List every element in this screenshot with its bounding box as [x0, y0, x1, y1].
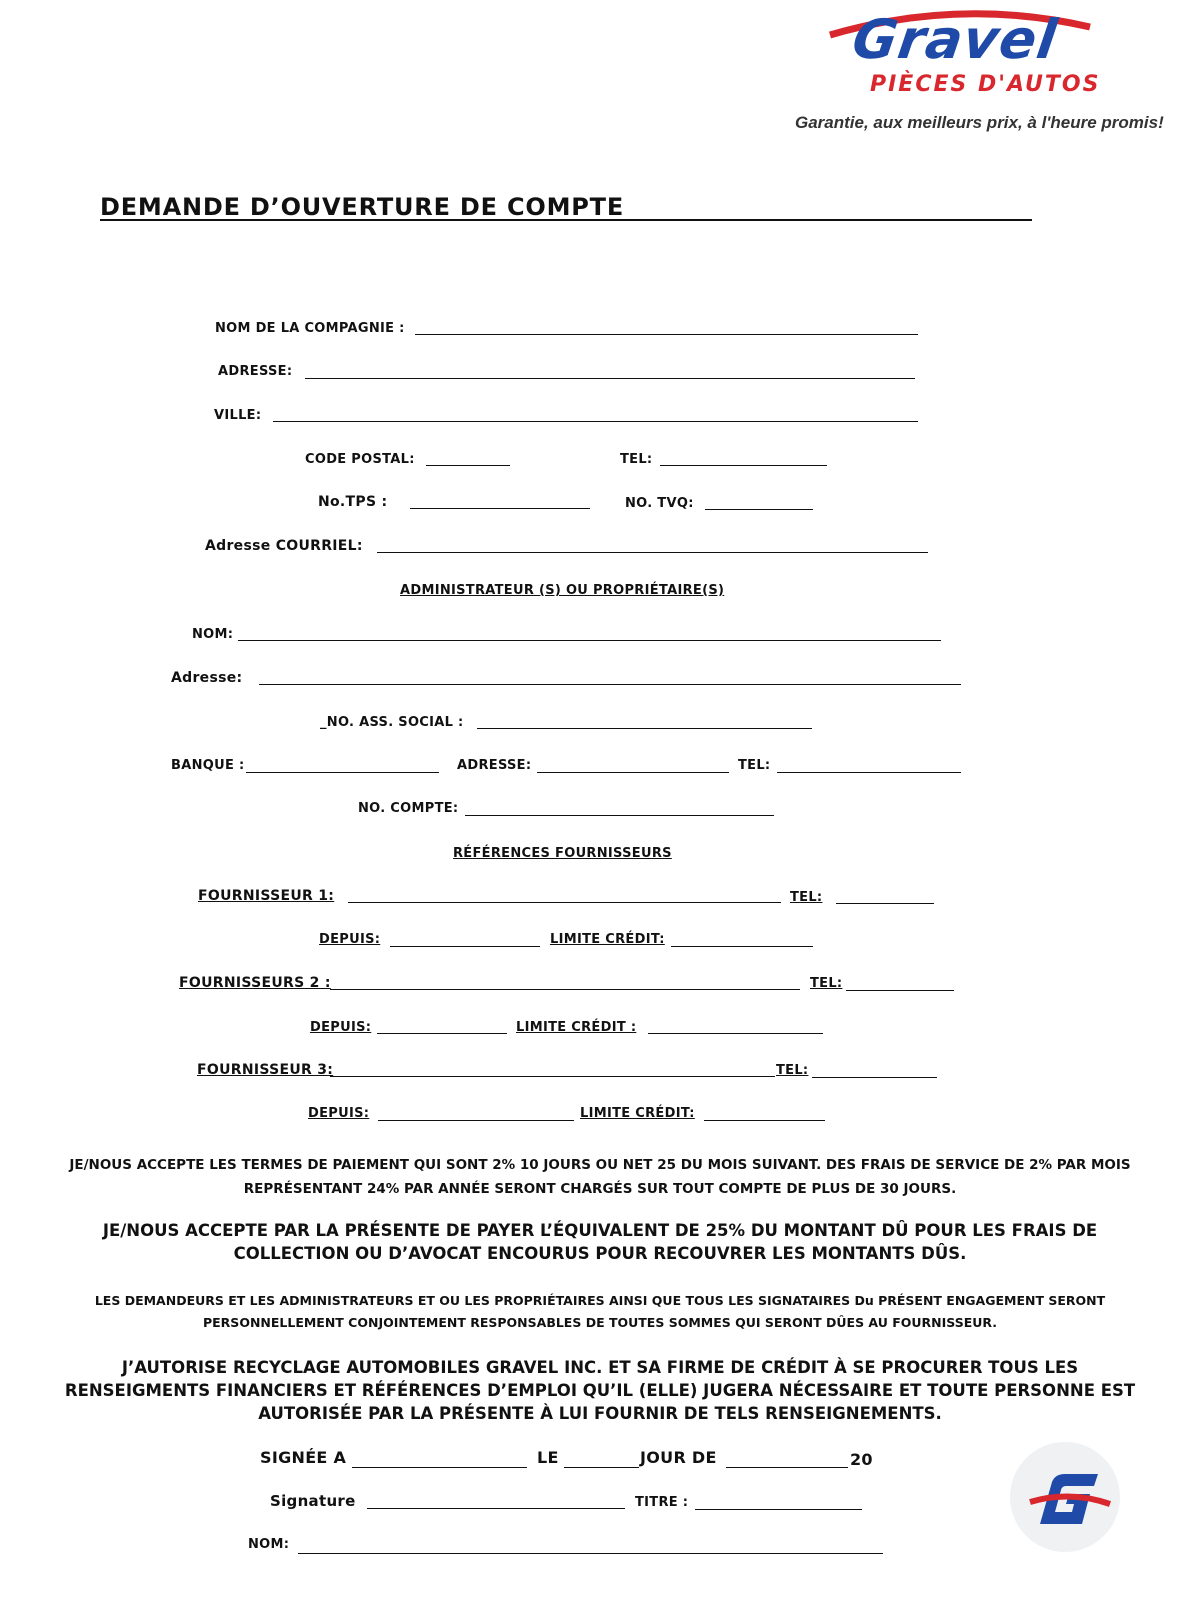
supplier-2-field[interactable] [330, 989, 800, 990]
company-address-field[interactable] [305, 378, 915, 379]
bank-label: BANQUE : [171, 758, 245, 773]
supplier-2-since-label: DEPUIS: [310, 1020, 372, 1035]
title-underline [100, 219, 1032, 221]
tvq-field[interactable] [705, 509, 813, 510]
day-field[interactable] [564, 1467, 639, 1468]
supplier-3-label: FOURNISSEUR 3: [197, 1062, 334, 1078]
authorization-line-3: AUTORISÉE PAR LA PRÉSENTE À LUI FOURNIR DE TELS RENSEIGNEMENTS. [258, 1404, 942, 1423]
company-tel-label: TEL: [620, 452, 653, 467]
liability-paragraph [0, 1290, 1200, 1334]
supplier-1-since-label: DEPUIS: [319, 932, 381, 947]
tvq-label: NO. TVQ: [625, 496, 694, 511]
supplier-1-limit-field[interactable] [671, 946, 813, 947]
liability-line-2: PERSONNELLEMENT CONJOINTEMENT RESPONSABLES DE TOUTES SOMMES QUI SERONT DÛES AU FOURNISSEUR. [202, 1315, 998, 1330]
bank-address-label: ADRESSE: [457, 758, 532, 773]
supplier-3-tel-label: TEL: [776, 1063, 809, 1078]
admin-address-field[interactable] [259, 684, 961, 685]
account-number-label: NO. COMPTE: [358, 801, 459, 816]
signer-name-label: NOM: [248, 1537, 290, 1552]
supplier-1-since-field[interactable] [390, 946, 540, 947]
supplier-1-limit-label: LIMITE CRÉDIT: [550, 932, 665, 947]
logo-wordmark: Gravel [848, 8, 1062, 71]
authorization-line-2: RENSEIGMENTS FINANCIERS ET RÉFÉRENCES D’EMPLOI QU’IL (ELLE) JUGERA NÉCESSAIRE ET TOUTE PERSONNE EST [64, 1381, 1136, 1400]
logo-subtitle: PIÈCES D'AUTOS [870, 72, 1101, 97]
city-label: VILLE: [214, 408, 262, 423]
email-label: Adresse COURRIEL: [205, 538, 363, 554]
admin-name-field[interactable] [238, 640, 941, 641]
supplier-3-since-label: DEPUIS: [308, 1106, 370, 1121]
day-of-label: JOUR DE [640, 1448, 717, 1467]
signature-label: Signature [270, 1492, 356, 1510]
supplier-2-tel-label: TEL: [810, 976, 843, 991]
g-logo-icon [1010, 1442, 1120, 1552]
collection-fees-paragraph [0, 1219, 1200, 1265]
account-number-field[interactable] [465, 815, 774, 816]
logo-tagline: Garantie, aux meilleurs prix, à l'heure promis! [795, 113, 1164, 132]
bank-tel-field[interactable] [777, 772, 961, 773]
admin-name-label: NOM: [192, 627, 234, 642]
page-title: DEMANDE D’OUVERTURE DE COMPTE [100, 193, 625, 221]
bank-address-field[interactable] [537, 772, 729, 773]
liability-line-1: LES DEMANDEURS ET LES ADMINISTRATEURS ET OU LES PROPRIÉTAIRES AINSI QUE TOUS LES SIGNATAIRES Du PRÉSENT ENGAGEMENT SERONT [94, 1293, 1106, 1308]
collection-fees-line-2: COLLECTION OU D’AVOCAT ENCOURUS POUR RECOUVRER LES MONTANTS DÛS. [233, 1244, 967, 1263]
authorization-line-1: J’AUTORISE RECYCLAGE AUTOMOBILES GRAVEL INC. ET SA FIRME DE CRÉDIT À SE PROCURER TOUS LES [121, 1358, 1079, 1377]
signed-at-label: SIGNÉE A [260, 1448, 347, 1467]
supplier-2-since-field[interactable] [377, 1033, 507, 1034]
signature-field[interactable] [367, 1508, 625, 1509]
bank-tel-label: TEL: [738, 758, 771, 773]
sin-label: _NO. ASS. SOCIAL : [320, 715, 464, 730]
supplier-2-tel-field[interactable] [846, 990, 954, 991]
supplier-1-tel-field[interactable] [836, 903, 934, 904]
year-prefix: 20 [850, 1450, 873, 1469]
collection-fees-line-1: JE/NOUS ACCEPTE PAR LA PRÉSENTE DE PAYER L’ÉQUIVALENT DE 25% DU MONTANT DÛ POUR LES FRAIS DE [102, 1221, 1098, 1240]
email-field[interactable] [377, 552, 928, 553]
supplier-1-tel-label: TEL: [790, 890, 823, 905]
company-address-label: ADRESSE: [218, 364, 293, 379]
title-field[interactable] [695, 1509, 862, 1510]
supplier-2-limit-label: LIMITE CRÉDIT : [516, 1020, 637, 1035]
payment-terms-line-1: JE/NOUS ACCEPTE LES TERMES DE PAIEMENT QUI SONT 2% 10 JOURS OU NET 25 DU MOIS SUIVANT. DES FRAIS DE SERVICE DE 2% PAR MOIS [69, 1157, 1131, 1173]
gravel-g-badge [1010, 1442, 1120, 1552]
supplier-3-field[interactable] [330, 1076, 775, 1077]
tps-field[interactable] [410, 508, 590, 509]
supplier-2-label: FOURNISSEURS 2 : [179, 975, 331, 991]
supplier-3-since-field[interactable] [378, 1120, 574, 1121]
suppliers-heading: RÉFÉRENCES FOURNISSEURS [453, 846, 672, 861]
date-label: LE [537, 1448, 559, 1467]
postal-code-label: CODE POSTAL: [305, 452, 415, 467]
sin-field[interactable] [477, 728, 812, 729]
supplier-3-limit-field[interactable] [704, 1120, 825, 1121]
company-name-label: NOM DE LA COMPAGNIE : [215, 321, 405, 336]
payment-terms-line-2: REPRÉSENTANT 24% PAR ANNÉE SERONT CHARGÉS SUR TOUT COMPTE DE PLUS DE 30 JOURS. [243, 1181, 957, 1197]
company-tel-field[interactable] [660, 465, 827, 466]
bank-field[interactable] [246, 772, 439, 773]
signer-name-field[interactable] [298, 1553, 883, 1554]
authorization-paragraph [0, 1356, 1200, 1425]
supplier-1-label: FOURNISSEUR 1: [198, 888, 335, 904]
supplier-3-tel-field[interactable] [812, 1077, 937, 1078]
tps-label: No.TPS : [318, 494, 388, 510]
admin-address-label: Adresse: [171, 670, 243, 686]
company-name-field[interactable] [415, 334, 918, 335]
title-label: TITRE : [635, 1495, 689, 1510]
payment-terms-paragraph [0, 1153, 1200, 1201]
postal-code-field[interactable] [426, 465, 510, 466]
city-field[interactable] [273, 421, 918, 422]
signed-at-field[interactable] [352, 1467, 527, 1468]
supplier-1-field[interactable] [348, 902, 781, 903]
month-field[interactable] [726, 1467, 848, 1468]
supplier-3-limit-label: LIMITE CRÉDIT: [580, 1106, 695, 1121]
supplier-2-limit-field[interactable] [648, 1033, 823, 1034]
admin-heading: ADMINISTRATEUR (S) OU PROPRIÉTAIRE(S) [400, 583, 725, 598]
